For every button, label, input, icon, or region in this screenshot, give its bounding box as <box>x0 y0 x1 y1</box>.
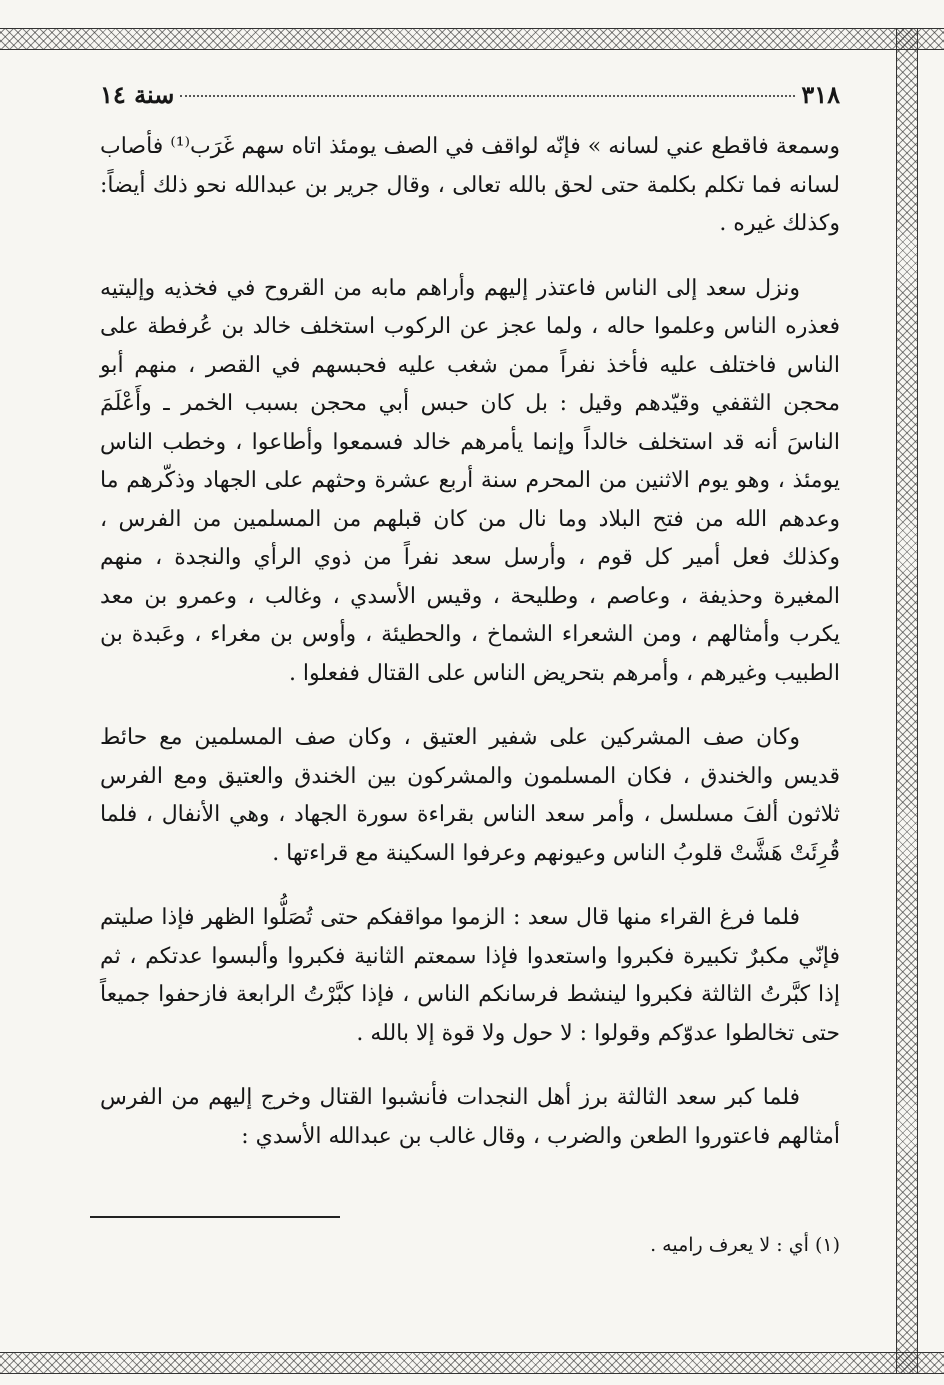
footnote-rule <box>90 1216 340 1218</box>
footnote: (١) أي : لا يعرف راميه . <box>650 1234 840 1256</box>
decorative-border-top <box>0 28 944 50</box>
paragraph-gap <box>100 693 840 719</box>
header-dotted-rule <box>180 95 795 97</box>
paragraph-4: فلما فرغ القراء منها قال سعد : الزموا مواقفكم حتى تُصَلُّوا الظهر فإذا صليتم فإنّي مكبرٌ تكبيرة فكبروا واستعدوا فإذا سمعتم الثانية فكبروا وألبسوا عدتكم ، ثم إذا كبَّرتُ الثالثة فكبروا لينشط فرسانكم الناس ، فإذا كبَّرْتُ الرابعة فازحفوا جميعاً حتى تخالطوا عدوّكم وقولوا : لا حول ولا قوة إلا بالله . <box>100 905 840 1046</box>
page-content <box>100 80 840 1256</box>
paragraph-2: ونزل سعد إلى الناس فاعتذر إليهم وأراهم مابه من القروح في فخذيه وإليتيه فعذره الناس وعلموا حاله ، ولما عجز عن الركوب استخلف خالد بن عُرفطة على الناس فاختلف عليه فأخذ نفراً ممن شغب عليه فحبسهم في القصر ، منهم أبو محجن الثقفي وقيّدهم وقيل : بل كان حبس أبي محجن بسبب الخمر ـ وأَعْلَمَ الناسَ أنه قد استخلف خالداً وإنما يأمرهم خالد فسمعوا وأطاعوا ، وخطب الناس يومئذ ، وهو يوم الاثنين من المحرم سنة أربع عشرة وحثهم على الجهاد وذكّرهم ما وعدهم الله من فتح البلاد وما نال من كان قبلهم من المسلمين من الفرس ، وكذلك فعل أمير كل قوم ، وأرسل سعد نفراً من ذوي الرأي والنجدة ، منهم المغيرة وحذيفة ، وعاصم ، وطليحة ، وقيس الأسدي ، وغالب ، وعمرو بن معد يكرب وأمثالهم ، ومن الشعراء الشماخ ، والحطيئة ، وأوس بن مغراء ، وعَبدة بن الطبيب وغيرهم ، وأمرهم بتحريض الناس على القتال ففعلوا . <box>100 275 840 686</box>
paragraph-1: وسمعة فاقطع عني لسانه » فإنّه لواقف في الصف يومئذ اتاه سهم غَرَب⁽¹⁾ فأصاب لسانه فما تكلم بكلمة حتى لحق بالله تعالى ، وقال جرير بن عبدالله نحو ذلك أيضاً: وكذلك غيره . <box>100 134 841 236</box>
year-label: سنة ١٤ <box>100 80 175 109</box>
decorative-border-right <box>896 28 918 1374</box>
paragraph-gap <box>100 873 840 899</box>
page-header <box>100 80 840 120</box>
paragraph-gap <box>100 244 840 270</box>
paragraph-3: وكان صف المشركين على شفير العتيق ، وكان صف المسلمين مع حائط قديس والخندق ، فكان المسلمون والمشركون بين الخندق والعتيق ومع الفرس ثلاثون ألفَ مسلسل ، وأمر سعد الناس بقراءة سورة الجهاد ، وهي الأنفال ، فلما قُرِئَتْ هَشَّتْ قلوبُ الناس وعيونهم وعرفوا السكينة مع قراءتها . <box>100 725 840 866</box>
decorative-border-bottom <box>0 1352 944 1374</box>
paragraph-gap <box>100 1053 840 1079</box>
paragraph-5: فلما كبر سعد الثالثة برز أهل النجدات فأنشبوا القتال وخرج إليهم من الفرس أمثالهم فاعتوروا الطعن والضرب ، وقال غالب بن عبدالله الأسدي : <box>100 1085 840 1149</box>
page-number: ٣١٨ <box>801 80 840 109</box>
